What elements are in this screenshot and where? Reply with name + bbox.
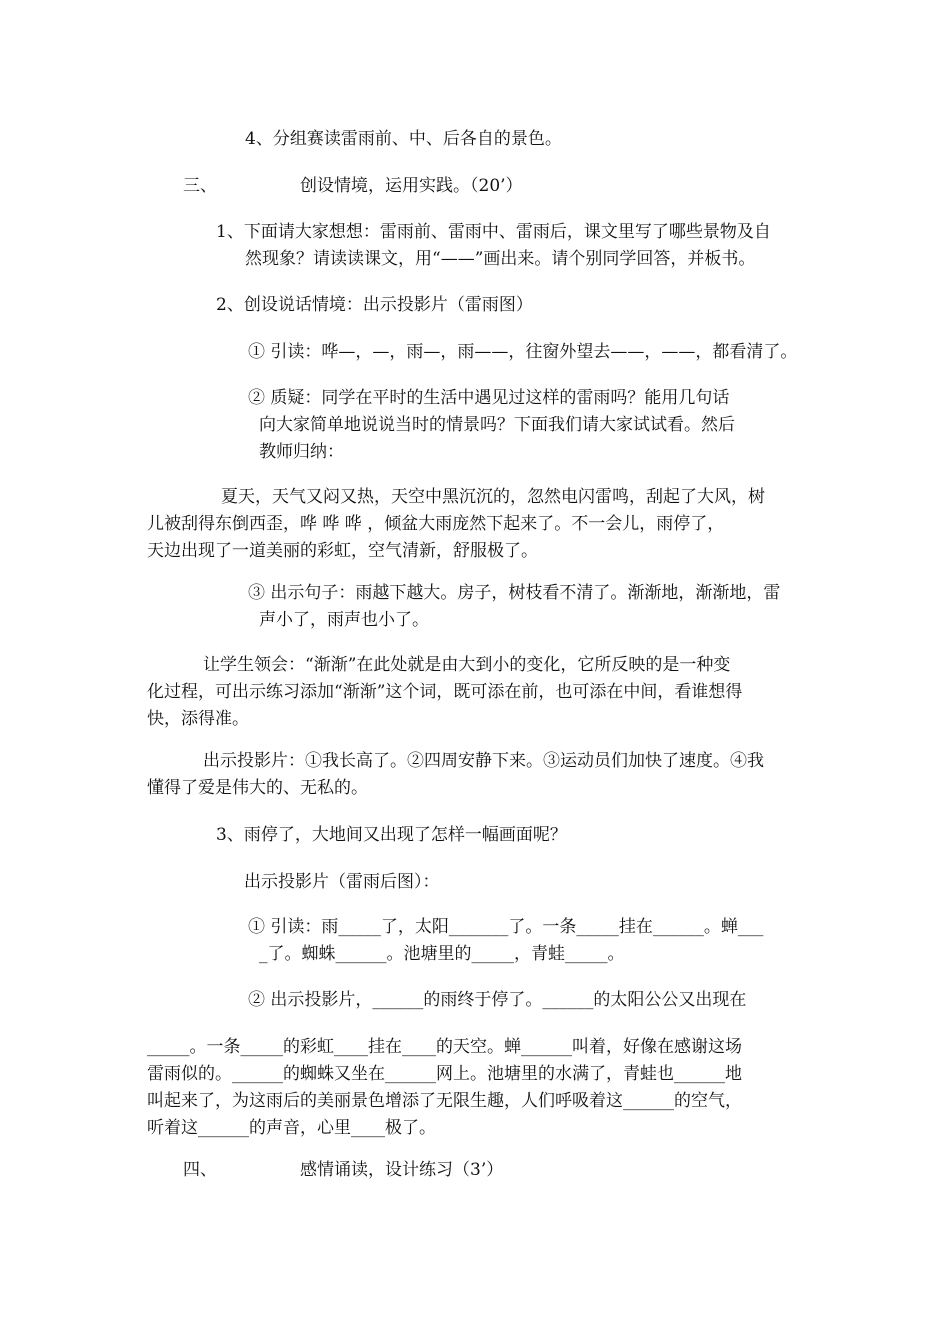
fill-line: 雷雨似的。______的蜘蛛又坐在______网上。池塘里的水满了，青蛙也______地: [147, 1064, 742, 1084]
circle-item-1: ① 引读：哗—，—，雨—，雨——，往窗外望去——，——，都看清了。: [248, 342, 798, 362]
comprehension-line: 快，添得准。: [147, 709, 249, 729]
summer-paragraph: [147, 484, 765, 565]
circle-item-2: [248, 385, 735, 466]
fill-item-1-line: ① 引读：雨_____了，太阳_______了。一条_____挂在______。蝉___: [248, 917, 764, 937]
slide-examples-paragraph: [147, 748, 764, 802]
fill-line: 叫起来了，为这雨后的美丽景色增添了无限生趣，人们呼吸着这______的空气，: [147, 1091, 742, 1111]
slide-examples-line: 懂得了爱是伟大的、无私的。: [147, 778, 368, 798]
fill-paragraph: [147, 1034, 742, 1142]
circle-item-2-line: 向大家简单地说说当时的情景吗？下面我们请大家试试看。然后: [259, 415, 735, 435]
paragraph-2: 2、创设说话情境：出示投影片（雷雨图）: [216, 295, 533, 315]
fill-line: _____。一条_____的彩虹____挂在____的天空。蝉______叫着，好像在感谢这场: [147, 1037, 742, 1057]
circle-item-3: [248, 580, 780, 634]
paragraph-1-line: 然现象？请读读课文，用“——”画出来。请个别同学回答，并板书。: [245, 249, 756, 269]
comprehension-paragraph: [147, 652, 742, 733]
slide-examples-line: 出示投影片：①我长高了。②四周安静下来。③运动员们加快了速度。④我: [203, 751, 764, 771]
fill-line: 听着这______的声音，心里____极了。: [147, 1118, 436, 1138]
fill-item-2: ② 出示投影片，______的雨终于停了。______的太阳公公又出现在: [248, 990, 747, 1010]
paragraph-1-line: 1、下面请大家想想：雷雨前、雷雨中、雷雨后，课文里写了哪些景物及自: [216, 222, 771, 242]
step-4-line: 4、分组赛读雷雨前、中、后各自的景色。: [245, 129, 562, 149]
paragraph-3: 3、雨停了，大地间又出现了怎样一幅画面呢？: [216, 825, 567, 845]
circle-item-2-line: 教师归纳：: [259, 442, 344, 462]
fill-item-1: [248, 914, 763, 968]
comprehension-line: 化过程，可出示练习添加“渐渐”这个词，既可添在前，也可添在中间，看谁想得: [147, 682, 743, 702]
summer-line: 儿被刮得东倒西歪，哗 哗 哗 ，倾盆大雨庞然下起来了。不一会儿，雨停了，: [147, 514, 725, 534]
section-3-number: 三、: [183, 176, 217, 196]
section-4-number: 四、: [183, 1160, 217, 1180]
fill-item-1-line: _了。蜘蛛______。池塘里的_____，青蛙_____。: [259, 944, 625, 964]
summer-line: 夏天，天气又闷又热，天空中黑沉沉的，忽然电闪雷鸣，刮起了大风，树: [221, 487, 765, 507]
paragraph-1: [216, 219, 771, 273]
comprehension-line: 让学生领会：“渐渐”在此处就是由大到小的变化，它所反映的是一种变: [203, 655, 731, 675]
circle-item-2-line: ② 质疑：同学在平时的生活中遇见过这样的雷雨吗？能用几句话: [248, 388, 730, 408]
circle-item-3-line: 声小了，雨声也小了。: [259, 610, 429, 630]
summer-line: 天边出现了一道美丽的彩虹，空气清新，舒服极了。: [147, 541, 538, 561]
slide-after-rain: 出示投影片（雷雨后图）：: [244, 872, 440, 892]
section-4-heading: 感情诵读，设计练习（3’）: [300, 1160, 504, 1180]
section-3-heading: 创设情境，运用实践。（20’）: [300, 176, 523, 196]
circle-item-3-line: ③ 出示句子：雨越下越大。房子，树枝看不清了。渐渐地，渐渐地，雷: [248, 583, 781, 603]
